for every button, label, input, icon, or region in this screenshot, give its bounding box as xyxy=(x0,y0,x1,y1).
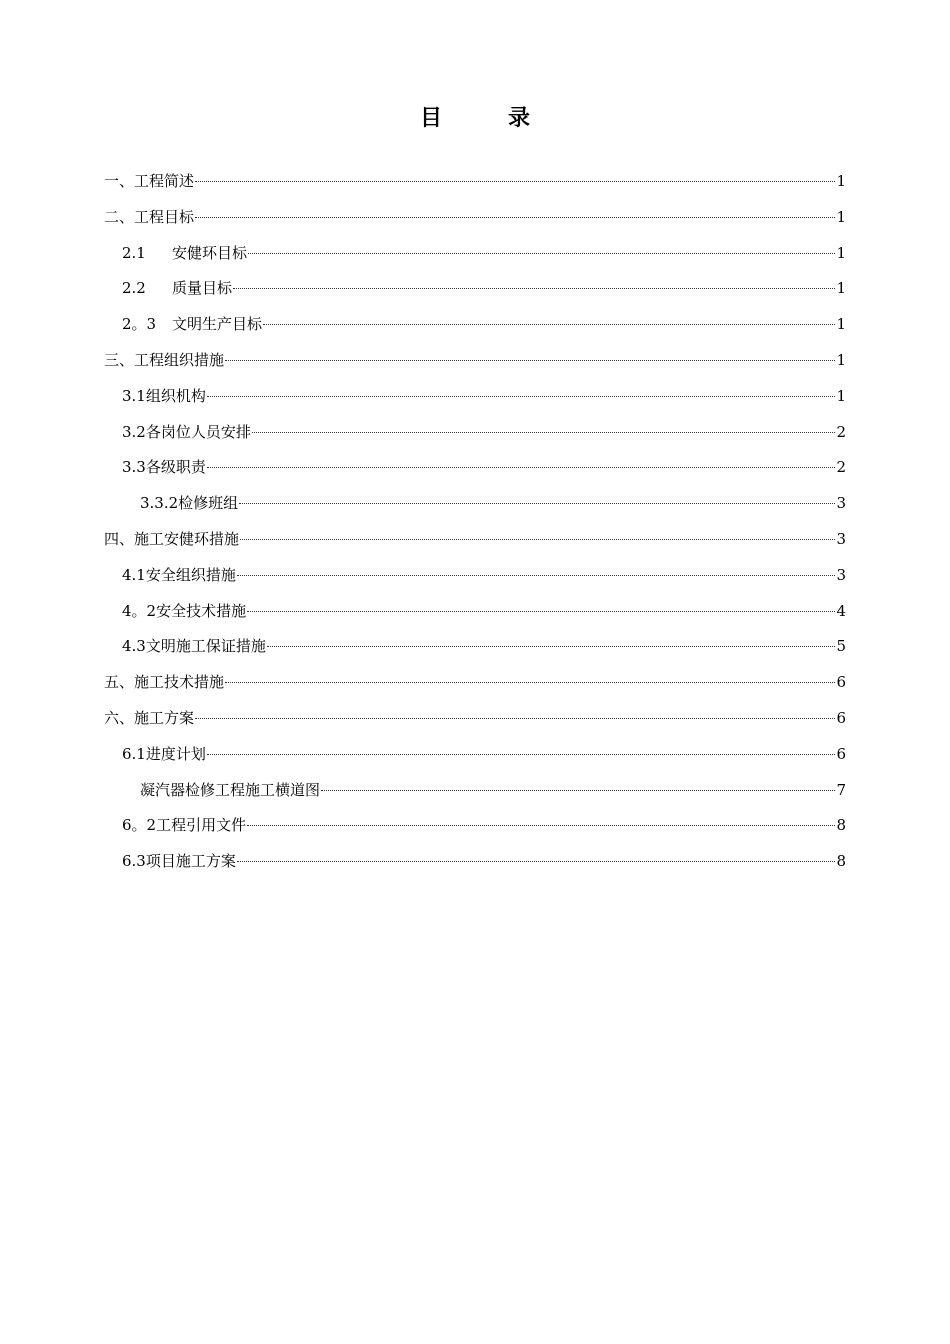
toc-entry-heading xyxy=(122,311,262,337)
toc-dot-leader xyxy=(237,861,836,862)
toc-entry-label: 六、施工方案 xyxy=(104,708,195,727)
toc-dot-leader xyxy=(248,253,835,254)
toc-entry[interactable] xyxy=(104,669,846,705)
toc-entry[interactable] xyxy=(104,490,846,526)
toc-dot-leader xyxy=(225,682,835,683)
toc-page-number: 5 xyxy=(836,637,846,656)
toc-entry-label: 4.3文明施工保证措施 xyxy=(122,637,266,656)
toc-entry[interactable] xyxy=(104,383,846,419)
toc-page-number: 8 xyxy=(836,816,846,835)
toc-dot-leader xyxy=(247,825,835,826)
toc-entry[interactable] xyxy=(104,812,846,848)
toc-dot-leader xyxy=(240,539,835,540)
toc-dot-leader xyxy=(263,324,835,325)
toc-entry[interactable] xyxy=(104,275,846,311)
toc-page-number: 1 xyxy=(836,350,846,369)
toc-entry[interactable] xyxy=(104,168,846,204)
toc-entry-label: 安健环目标 xyxy=(172,243,248,262)
toc-entry[interactable] xyxy=(104,705,846,741)
toc-entry[interactable] xyxy=(104,562,846,598)
toc-page-number: 1 xyxy=(836,207,846,226)
toc-entry-heading xyxy=(104,669,224,695)
toc-entry-label: 6。2工程引用文件 xyxy=(122,816,247,835)
toc-entry-heading xyxy=(122,848,236,874)
toc-entry-heading xyxy=(122,812,246,838)
toc-entry[interactable] xyxy=(104,240,846,276)
toc-page-number: 6 xyxy=(836,744,846,763)
toc-entry-heading xyxy=(122,741,206,767)
toc-entry-heading xyxy=(122,562,236,588)
toc-entry-label: 四、施工安健环措施 xyxy=(104,529,240,548)
toc-page-number: 1 xyxy=(836,386,846,405)
toc-dot-leader xyxy=(233,288,835,289)
toc-entry-heading xyxy=(104,204,194,230)
toc-dot-leader xyxy=(207,754,836,755)
toc-entry-heading xyxy=(122,240,247,266)
toc-entry[interactable] xyxy=(104,526,846,562)
toc-dot-leader xyxy=(252,432,836,433)
toc-page-number: 1 xyxy=(836,172,846,190)
toc-entry-label: 三、工程组织措施 xyxy=(104,350,225,369)
toc-page-number: 3 xyxy=(836,494,846,513)
toc-entry-heading xyxy=(122,383,206,409)
toc-title: 目 录 xyxy=(419,106,552,131)
toc-entry-heading xyxy=(104,526,239,552)
toc-dot-leader xyxy=(321,790,835,791)
toc-entry-number: 2。3 xyxy=(122,315,157,334)
toc-entry[interactable] xyxy=(104,311,846,347)
toc-entry[interactable] xyxy=(104,741,846,777)
toc-entry-label: 二、工程目标 xyxy=(104,207,195,226)
toc-entry[interactable] xyxy=(104,347,846,383)
toc-dot-leader xyxy=(195,181,835,182)
toc-entry-label: 3.1组织机构 xyxy=(122,386,206,405)
toc-page-number: 1 xyxy=(836,279,846,298)
toc-entry-heading xyxy=(104,168,194,194)
toc-dot-leader xyxy=(267,646,836,647)
toc-entry-heading xyxy=(104,347,224,373)
toc-entry[interactable] xyxy=(104,633,846,669)
toc-page-number: 7 xyxy=(836,780,846,799)
toc-entry-label: 4。2安全技术措施 xyxy=(122,601,247,620)
toc-entry-heading xyxy=(122,454,206,480)
toc-page-number: 4 xyxy=(836,601,846,620)
toc-dot-leader xyxy=(239,503,835,504)
toc-entry-label: 3.2各岗位人员安排 xyxy=(122,422,251,441)
toc-entry-label: 一、工程简述 xyxy=(104,172,195,190)
toc-dot-leader xyxy=(207,396,836,397)
toc-page-number: 8 xyxy=(836,852,846,871)
toc-page-number: 6 xyxy=(836,708,846,727)
toc-page-number: 3 xyxy=(836,565,846,584)
toc-entry-heading xyxy=(122,633,266,659)
toc-dot-leader xyxy=(195,217,835,218)
toc-entry-label: 3.3各级职责 xyxy=(122,458,206,477)
toc-page-number: 6 xyxy=(836,673,846,692)
toc-page-number: 2 xyxy=(836,422,846,441)
toc-entry[interactable] xyxy=(104,454,846,490)
toc-dot-leader xyxy=(195,718,835,719)
toc-entry-heading xyxy=(140,490,238,516)
toc-page-number: 2 xyxy=(836,458,846,477)
toc-entry-label: 3.3.2检修班组 xyxy=(140,494,239,513)
toc-entry-label: 6.3项目施工方案 xyxy=(122,852,236,871)
toc-dot-leader xyxy=(237,575,836,576)
toc-dot-leader xyxy=(247,611,835,612)
toc-entry[interactable] xyxy=(104,598,846,634)
toc-entry-heading xyxy=(122,275,232,301)
toc-entry-label: 4.1安全组织措施 xyxy=(122,565,236,584)
toc-entry-number: 2.1 xyxy=(122,243,146,262)
toc-list xyxy=(104,168,846,884)
toc-entry-heading xyxy=(104,705,194,731)
toc-entry[interactable] xyxy=(104,848,846,884)
toc-entry-heading xyxy=(122,598,246,624)
toc-entry-label: 6.1进度计划 xyxy=(122,744,206,763)
toc-entry-label: 五、施工技术措施 xyxy=(104,673,225,692)
toc-entry-label: 文明生产目标 xyxy=(172,315,263,334)
toc-entry[interactable] xyxy=(104,777,846,813)
toc-dot-leader xyxy=(225,360,835,361)
toc-entry-heading xyxy=(140,777,320,803)
toc-page-number: 3 xyxy=(836,529,846,548)
toc-entry[interactable] xyxy=(104,204,846,240)
toc-entry[interactable] xyxy=(104,419,846,455)
toc-entry-label: 凝汽器检修工程施工横道图 xyxy=(140,780,321,799)
toc-page-number: 1 xyxy=(836,243,846,262)
toc-page-number: 1 xyxy=(836,315,846,334)
toc-dot-leader xyxy=(207,467,836,468)
toc-entry-heading xyxy=(122,419,251,445)
toc-entry-label: 质量目标 xyxy=(172,279,233,298)
toc-entry-number: 2.2 xyxy=(122,279,146,298)
